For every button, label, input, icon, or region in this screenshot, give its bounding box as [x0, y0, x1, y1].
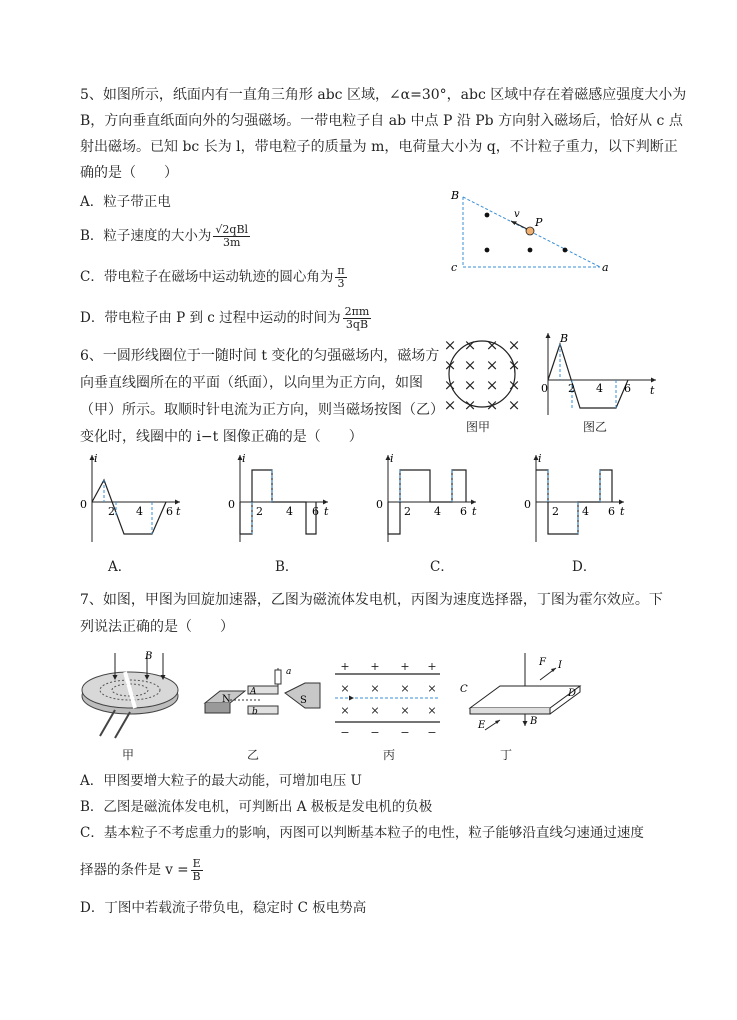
minus-sign: − — [340, 726, 350, 739]
tick-6: 6 — [166, 505, 173, 518]
plus-sign: + — [340, 660, 350, 673]
tick-0: 0 — [524, 498, 531, 511]
q5-triangle-figure — [445, 185, 615, 280]
svg-text:×: × — [507, 336, 521, 354]
velocity-selector-figure — [335, 660, 440, 739]
field-dot — [563, 248, 568, 253]
q6-line-4: 变化时，线圈中的 i−t 图像正确的是（ ） — [80, 429, 363, 445]
q7-option-c: C．基本粒子不考虑重力的影响，丙图可以判断基本粒子的电性，粒子能够沿直线匀速通过速度 — [80, 825, 644, 841]
mhd-generator-figure — [205, 667, 320, 717]
label-c: C — [460, 684, 468, 695]
particle-p — [526, 227, 534, 235]
svg-text:×: × — [485, 396, 499, 414]
label-b: B — [145, 651, 153, 662]
plus-sign: + — [427, 660, 437, 673]
q5-option-c-text: C．带电粒子在磁场中运动轨迹的圆心角为 — [80, 269, 334, 285]
label-c: c — [451, 261, 458, 274]
q6-figure-jia — [440, 336, 525, 416]
q6-choice-d: D． — [572, 559, 597, 575]
axis-i: i — [390, 452, 394, 465]
q7-option-b: B．乙图是磁流体发电机，可判断出 A 极板是发电机的负极 — [80, 799, 433, 815]
hall-effect-figure — [460, 653, 580, 731]
minus-sign: − — [400, 726, 410, 739]
axis-b: B — [560, 332, 569, 345]
tick-2: 2 — [404, 505, 411, 518]
cross-sign: × — [340, 704, 350, 717]
q5-option-c — [80, 265, 347, 290]
svg-text:×: × — [507, 396, 521, 414]
plus-sign: + — [400, 660, 410, 673]
cross-sign: × — [427, 682, 437, 695]
q7-option-d: D．丁图中若载流子带负电，稳定时 C 板电势高 — [80, 900, 367, 916]
label-b: B — [530, 716, 538, 727]
tick-2: 2 — [552, 505, 559, 518]
svg-text:×: × — [463, 336, 477, 354]
q5-option-d-text: D．带电粒子由 P 到 c 过程中运动的时间为 — [80, 310, 341, 326]
q5-option-b — [80, 224, 250, 249]
q6-line-2: 向垂直线圈所在的平面（纸面），以向里为正方向，如图 — [80, 375, 423, 391]
tick-0: 0 — [376, 498, 383, 511]
axis-i: i — [538, 452, 542, 465]
cross-sign: × — [400, 704, 410, 717]
svg-text:×: × — [485, 356, 499, 374]
q5-line-3: 射出磁场。已知 bc 长为 l，带电粒子的质量为 m，电荷量大小为 q，不计粒子重力，以下判断正 — [80, 139, 678, 155]
axis-t: t — [620, 505, 625, 518]
frac-den: 3 — [337, 277, 345, 290]
caption-yi: 图乙 — [583, 420, 608, 434]
q6-choice-c: C． — [430, 559, 454, 575]
tick-4: 4 — [136, 505, 143, 518]
q5-option-b-fraction — [213, 224, 250, 249]
q6-line-3: （甲）所示。取顺时针电流为正方向，则当磁场按图（乙） — [80, 402, 444, 418]
axis-i: i — [242, 452, 246, 465]
caption-yi-7: 乙 — [247, 748, 260, 762]
tick-6: 6 — [312, 505, 319, 518]
axis-i: i — [94, 452, 98, 465]
svg-text:×: × — [443, 396, 457, 414]
svg-text:×: × — [443, 336, 457, 354]
minus-sign: − — [370, 726, 380, 739]
frac-num: E — [191, 858, 203, 871]
graph-b — [228, 452, 329, 542]
svg-text:×: × — [463, 396, 477, 414]
cross-sign: × — [427, 704, 437, 717]
q7-option-c-cont-text: 择器的条件是 v = — [80, 862, 189, 878]
q6-choice-graphs — [80, 452, 640, 547]
tick-2: 2 — [256, 505, 263, 518]
tick-2: 2 — [568, 382, 575, 395]
tick-6: 6 — [460, 505, 467, 518]
svg-text:×: × — [443, 376, 457, 394]
tick-4: 4 — [434, 505, 441, 518]
label-b: B — [451, 189, 460, 202]
frac-num: 2πm — [344, 305, 370, 318]
tick-0: 0 — [80, 498, 87, 511]
axis-t: t — [650, 384, 655, 397]
label-f: F — [539, 657, 546, 668]
q7-figures — [75, 648, 595, 748]
coil-circle — [449, 341, 515, 407]
tick-2: 2 — [108, 505, 115, 518]
tick-6: 6 — [608, 505, 615, 518]
caption-jia-7: 甲 — [122, 748, 135, 762]
graph-d — [524, 452, 625, 542]
label-n: N — [222, 694, 231, 705]
tick-0: 0 — [228, 498, 235, 511]
q5-option-c-fraction — [335, 265, 346, 290]
tick-0: 0 — [541, 382, 548, 395]
q5-option-d-fraction — [343, 306, 372, 331]
axis-t: t — [472, 505, 477, 518]
tick-4: 4 — [286, 505, 293, 518]
label-a: a — [602, 261, 609, 274]
label-v: v — [514, 209, 520, 220]
q6-figure-yi — [538, 330, 663, 420]
caption-bing-7: 丙 — [383, 748, 396, 762]
frac-den: B — [192, 870, 201, 883]
graph-c — [376, 452, 477, 542]
field-dot — [485, 248, 490, 253]
tick-6: 6 — [624, 382, 631, 395]
svg-text:×: × — [485, 376, 499, 394]
q7-option-c-fraction — [191, 858, 203, 883]
minus-sign: − — [427, 726, 437, 739]
q5-option-b-text: B．粒子速度的大小为 — [80, 228, 212, 244]
q6-choice-a: A． — [108, 559, 132, 575]
label-d: D — [568, 688, 577, 699]
frac-den: 3m — [223, 236, 241, 249]
label-a-terminal: a — [286, 667, 292, 677]
cross-sign: × — [340, 682, 350, 695]
q7-line-1: 7、如图，甲图为回旋加速器，乙图为磁流体发电机，丙图为速度选择器，丁图为霍尔效应。下 — [80, 592, 663, 608]
svg-text:×: × — [443, 356, 457, 374]
q5-option-a: A．粒子带正电 — [80, 194, 171, 210]
cross-sign: × — [370, 704, 380, 717]
q5-line-4: 确的是（ ） — [80, 165, 178, 181]
q5-line-1: 5、如图所示，纸面内有一直角三角形 abc 区域，∠α=30°，abc 区域中存在着磁感应强度大小为 — [80, 87, 687, 103]
frac-num: π — [337, 264, 345, 277]
label-i: I — [558, 660, 562, 671]
q6-choice-b: B． — [275, 559, 299, 575]
svg-text:×: × — [507, 376, 521, 394]
cross-sign: × — [370, 682, 380, 695]
frac-num: √2qBl — [215, 223, 249, 236]
axis-t: t — [324, 505, 329, 518]
svg-text:×: × — [507, 356, 521, 374]
caption-jia: 图甲 — [466, 420, 491, 434]
label-a-plate: A — [250, 687, 257, 697]
field-crosses — [444, 336, 521, 414]
svg-text:×: × — [463, 376, 477, 394]
q7-option-c-cont — [80, 858, 203, 883]
cross-sign: × — [400, 682, 410, 695]
plus-sign: + — [370, 660, 380, 673]
graph-a — [80, 452, 181, 542]
label-p: P — [535, 216, 543, 229]
q7-line-2: 列说法正确的是（ ） — [80, 619, 234, 635]
field-dot — [528, 248, 533, 253]
q5-line-2: B，方向垂直纸面向外的匀强磁场。一带电粒子自 ab 中点 P 沿 Pb 方向射入磁场后，恰好从 c 点 — [80, 113, 683, 129]
field-dot — [485, 213, 490, 218]
label-s: S — [300, 695, 307, 706]
q5-option-d — [80, 306, 371, 331]
label-e: E — [478, 720, 486, 731]
q7-option-a: A．甲图要增大粒子的最大动能，可增加电压 U — [80, 773, 362, 789]
cyclotron-figure — [82, 651, 178, 738]
svg-text:×: × — [463, 356, 477, 374]
frac-den: 3qB — [345, 318, 369, 331]
axis-t: t — [176, 505, 181, 518]
q6-line-1: 6、一圆形线圈位于一随时间 t 变化的匀强磁场内，磁场方 — [80, 348, 440, 364]
svg-text:×: × — [485, 336, 499, 354]
caption-ding-7: 丁 — [500, 748, 513, 762]
tick-4: 4 — [582, 505, 589, 518]
label-b-plate: b — [252, 707, 258, 717]
tick-4: 4 — [596, 382, 603, 395]
